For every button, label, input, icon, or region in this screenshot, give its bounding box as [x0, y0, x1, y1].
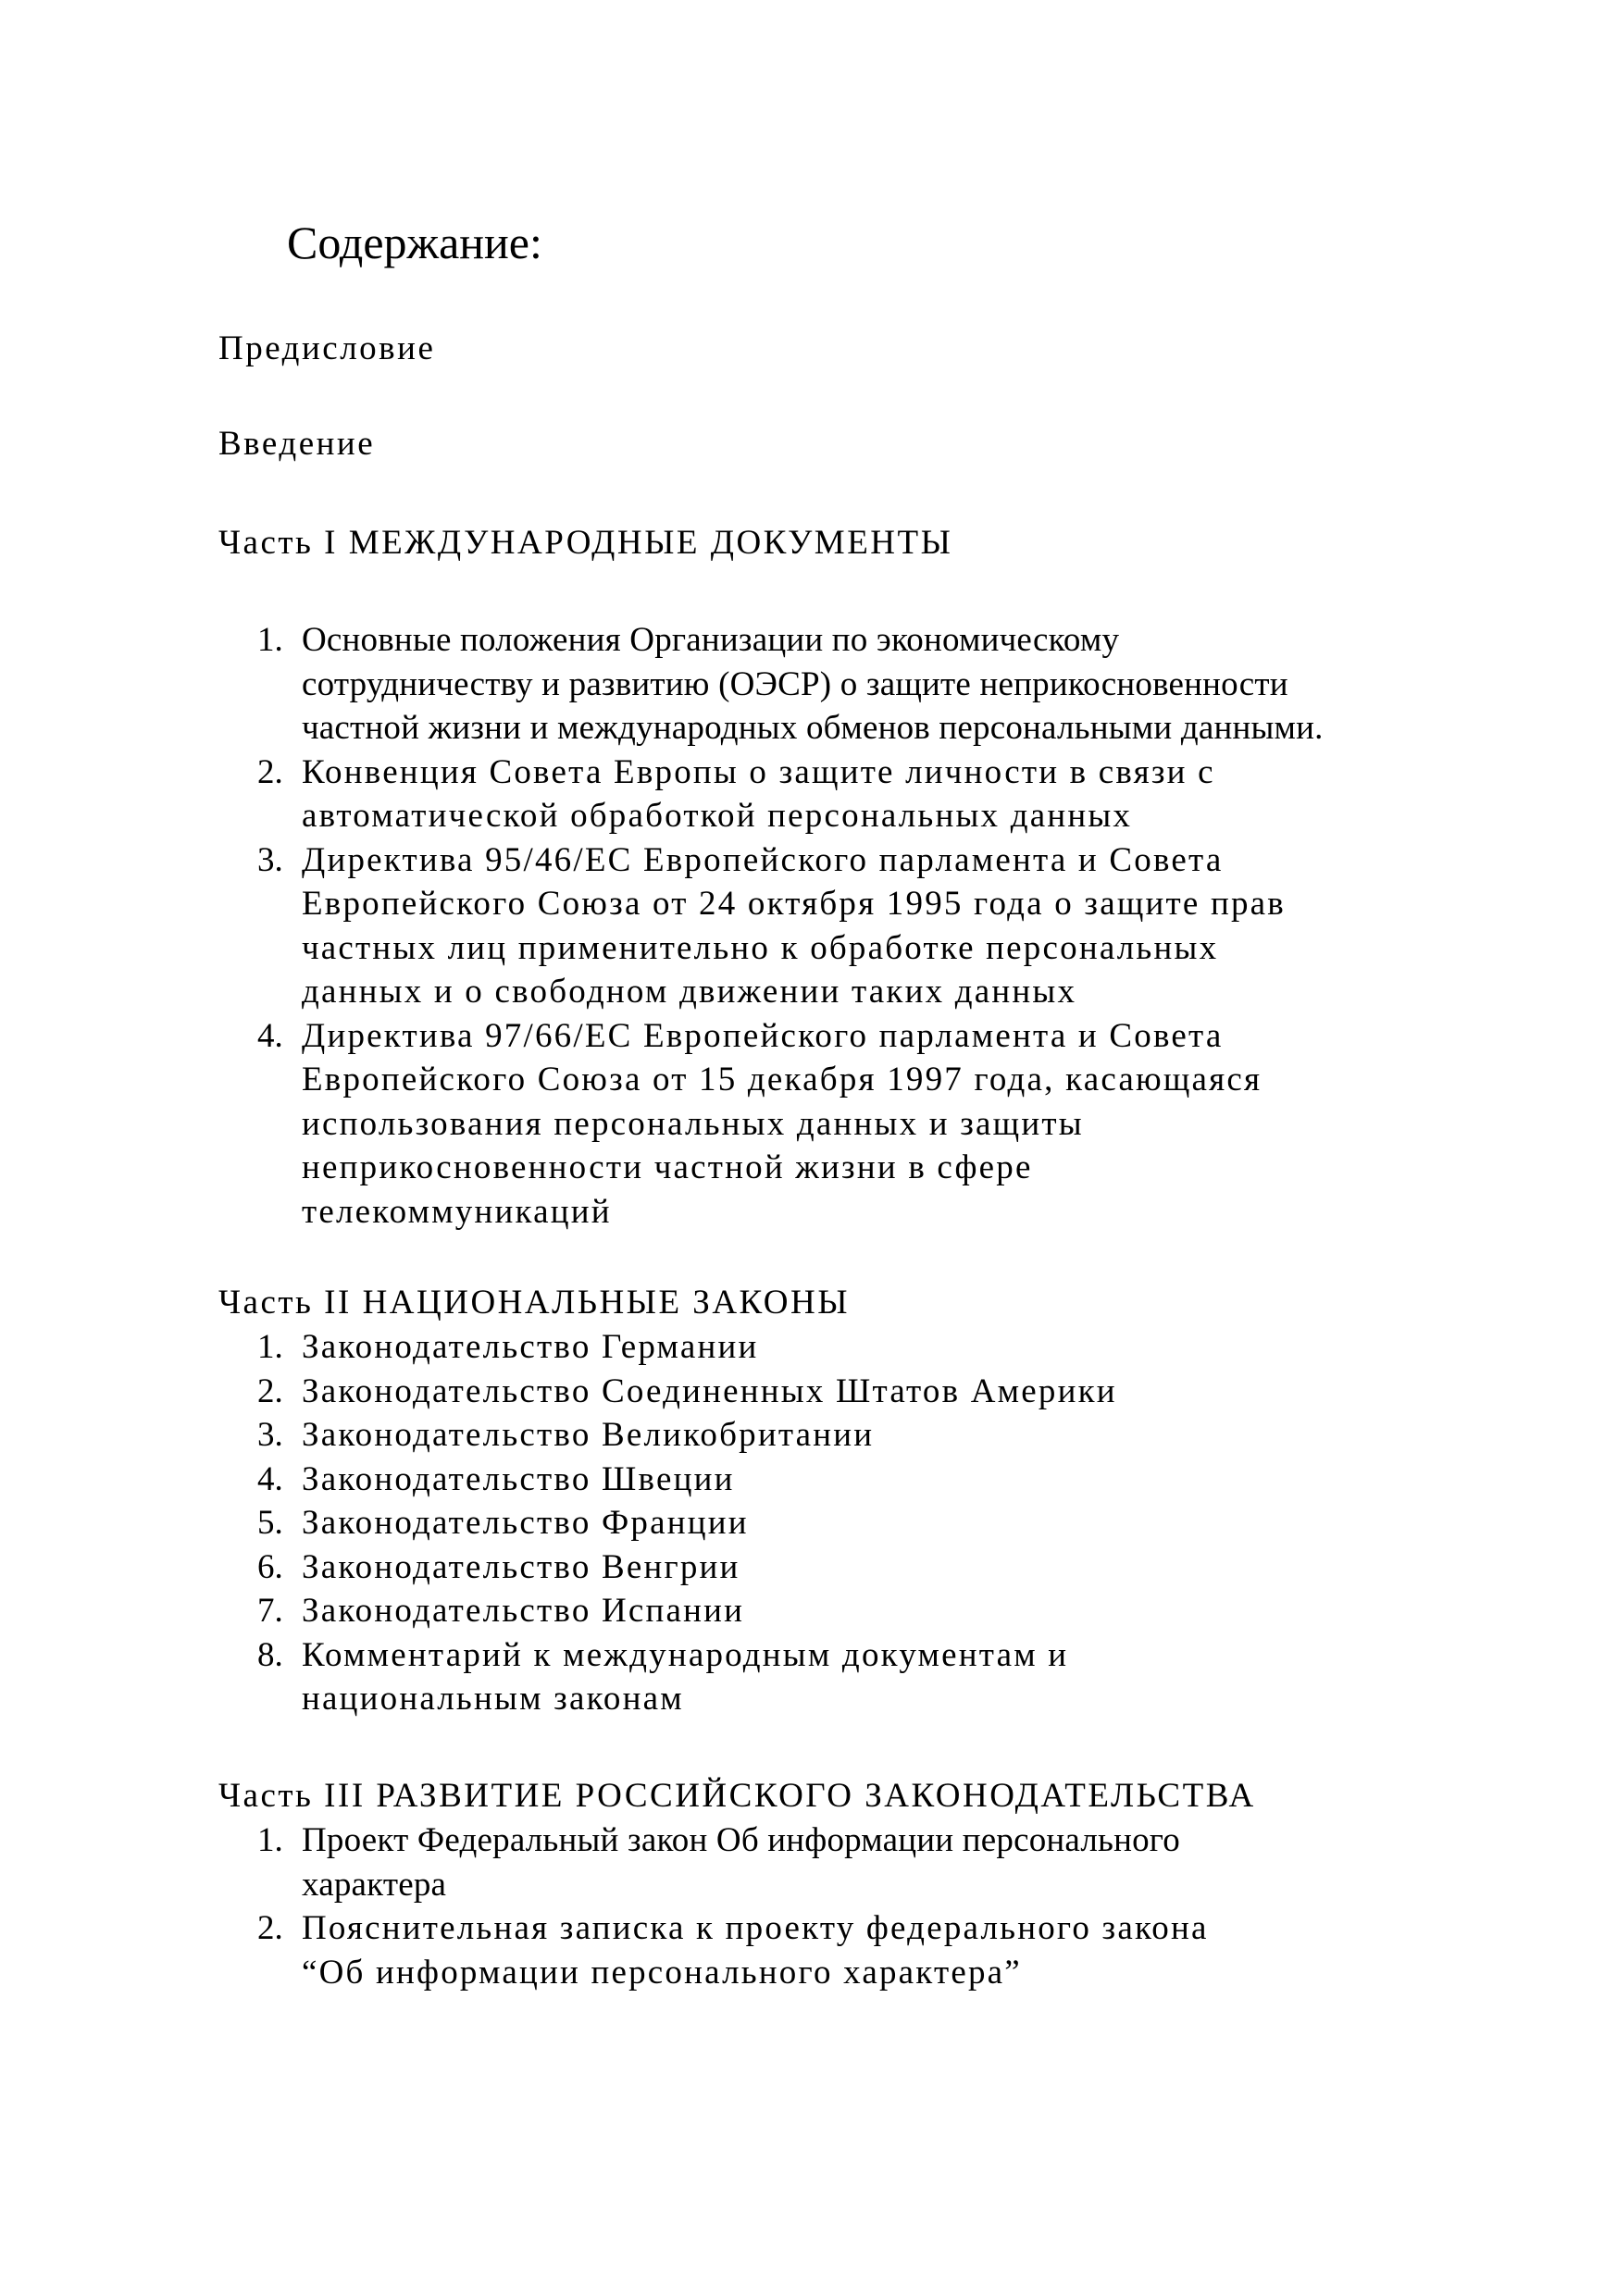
toc-list-item: [257, 1501, 1117, 1545]
toc-list-item: [257, 838, 1324, 1014]
item-text: Конвенция Совета Европы о защите личности в связи с автоматической обработкой персональных данных: [302, 752, 1215, 835]
item-number: 3.: [257, 840, 283, 879]
item-number: 6.: [257, 1547, 283, 1586]
item-text: Законодательство Франции: [302, 1504, 749, 1542]
toc-list-item: [257, 1633, 1117, 1721]
toc-list-item: [257, 618, 1324, 751]
item-text: Проект Федеральный закон Об информации персонального характера: [302, 1821, 1180, 1904]
item-text: Комментарий к международным документам и национальным законам: [302, 1635, 1069, 1718]
item-number: 2.: [257, 1909, 283, 1947]
toc-list-item: [257, 1545, 1117, 1590]
part1-heading: Часть I МЕЖДУНАРОДНЫЕ ДОКУМЕНТЫ: [218, 524, 953, 562]
item-text: Пояснительная записка к проекту федерального закона “Об информации персонального характера”: [302, 1909, 1209, 1992]
toc-preface: Предисловие: [218, 329, 436, 367]
item-text: Директива 95/46/ЕС Европейского парламента и Совета Европейского Союза от 24 октября 1995 года о защите прав частных лиц применительно к обработке персональных данных и о свободном движении таких данных: [302, 840, 1286, 1011]
item-number: 4.: [257, 1016, 283, 1055]
toc-list-item: [257, 1818, 1209, 1906]
item-text: Директива 97/66/ЕС Европейского парламента и Совета Европейского Союза от 15 декабря 1997 года, касающаяся использования персональных данных и защиты неприкосновенности частной жизни в сфере телекоммуникаций: [302, 1016, 1263, 1231]
toc-list-item: [257, 1325, 1117, 1370]
item-text: Законодательство Великобритании: [302, 1416, 875, 1454]
item-text: Законодательство Испании: [302, 1592, 745, 1630]
item-number: 3.: [257, 1416, 283, 1454]
toc-list-item: [257, 1413, 1117, 1458]
item-number: 8.: [257, 1635, 283, 1674]
item-number: 1.: [257, 1821, 283, 1859]
item-number: 2.: [257, 752, 283, 791]
item-text: Законодательство Соединенных Штатов Америки: [302, 1371, 1117, 1410]
toc-introduction: Введение: [218, 425, 376, 463]
item-text: Законодательство Швеции: [302, 1459, 735, 1498]
toc-list-item: [257, 1458, 1117, 1502]
part1-list: [257, 618, 1324, 1234]
toc-list-item: [257, 751, 1324, 838]
part3-heading: Часть III РАЗВИТИЕ РОССИЙСКОГО ЗАКОНОДАТЕЛЬСТВА: [218, 1777, 1256, 1815]
part3-list: [257, 1818, 1209, 1994]
item-number: 1.: [257, 621, 283, 659]
item-number: 7.: [257, 1592, 283, 1630]
part2-list: [257, 1325, 1117, 1721]
part2-heading: Часть II НАЦИОНАЛЬНЫЕ ЗАКОНЫ: [218, 1284, 851, 1322]
toc-list-item: [257, 1014, 1324, 1235]
item-number: 1.: [257, 1328, 283, 1366]
toc-list-item: [257, 1906, 1209, 1994]
item-number: 4.: [257, 1459, 283, 1498]
item-text: Законодательство Венгрии: [302, 1547, 740, 1586]
item-text: Законодательство Германии: [302, 1328, 759, 1366]
item-number: 5.: [257, 1504, 283, 1542]
toc-list-item: [257, 1589, 1117, 1633]
toc-list-item: [257, 1370, 1117, 1414]
page-title: Содержание:: [287, 217, 542, 268]
item-text: Основные положения Организации по экономическому сотрудничеству и развитию (ОЭСР) о защите неприкосновенности частной жизни и международных обменов персональными данными.: [302, 621, 1324, 747]
item-number: 2.: [257, 1371, 283, 1410]
